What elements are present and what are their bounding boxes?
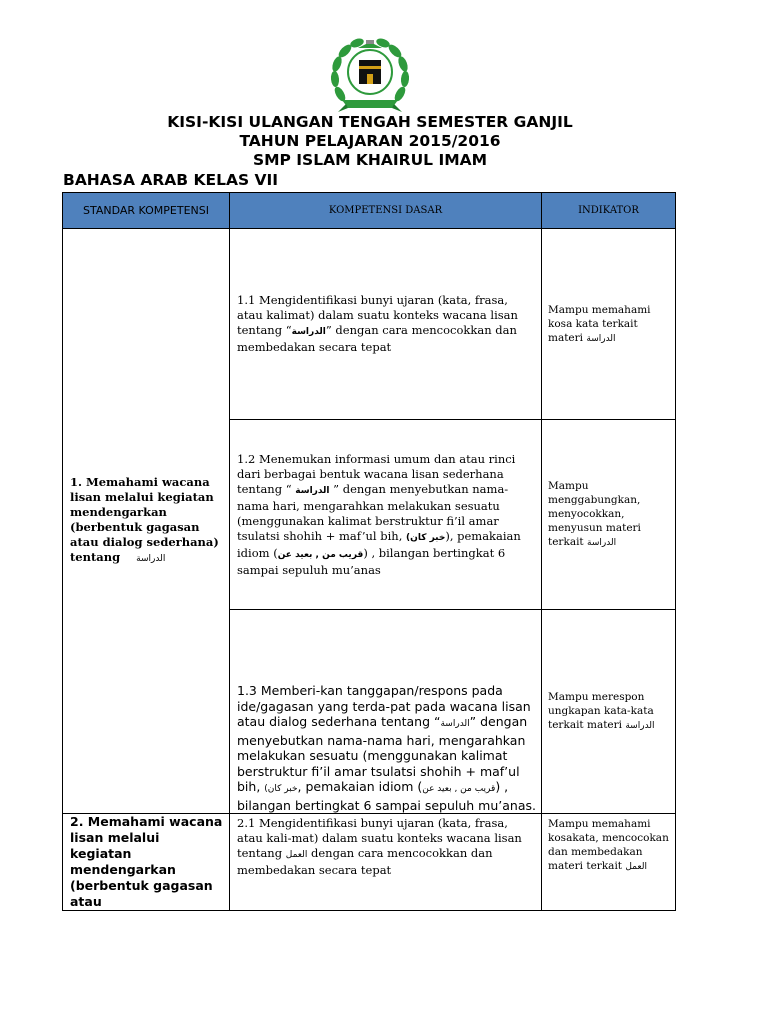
ind1-arabic: الدراسة [586,333,616,344]
kd3-text-c: , pemakaian idiom ( [297,779,423,794]
kompetensi-dasar-1-3 [230,610,542,814]
kompetensi-dasar-1-1 [230,229,542,420]
school-logo [328,34,412,114]
sk1-text: 1. Memahami wacana lisan melalui kegiatan mendengarkan (berbentuk gagasan atau dialog sederhana) tentang [70,475,219,564]
kd3-text-d: ) , bilangan bertingkat 6 sampai sepuluh mu’anas. [237,779,536,813]
indikator-2 [542,420,676,610]
kd1-text-a: 1.1 Mengidentifikasi bunyi ujaran (kata, frasa, atau kalimat) dalam suatu konteks wacana lisan tentang “ [237,293,518,337]
kd1-arabic: الدراسة [291,327,326,337]
ind1-text: Mampu memahami kosa kata terkait materi [548,303,651,344]
table-row [63,814,676,911]
kisi-kisi-table [62,192,676,911]
kd2-text-d: ) , bilangan bertingkat 6 sampai sepuluh mu’anas [237,545,506,577]
kd4-text-b: dengan cara mencocokkan dan membedakan secara tepat [237,846,493,877]
kd2-arabic-b: (خبر كان [406,532,446,543]
kd2-text-b: ” dengan menyebutkan nama-nama hari, mengarahkan melakukan sesuatu (menggunakan kalimat berstruktur fi’il amar tsulatsi shohih + maf’ul bih, [237,481,509,543]
title-line-3: SMP ISLAM KHAIRUL IMAM [252,151,488,169]
header-standar-kompetensi: STANDAR KOMPETENSI [63,193,230,229]
title-line-1: KISI-KISI ULANGAN TENGAH SEMESTER GANJIL [167,113,573,131]
ind4-text: Mampu memahami kosakata, mencocokan dan membedakan materi terkait [548,818,669,872]
sk1-arabic: الدراسة [136,554,166,564]
indikator-1 [542,229,676,420]
ind2-text: Mampu menggabungkan, menyocokkan, menyusun materi terkait [548,480,641,548]
header-indikator: INDIKATOR [542,193,676,229]
kompetensi-dasar-2-1 [230,814,542,911]
kd4-arabic: العمل [285,850,308,860]
kd2-text-c: ), pemakaian idiom ( [237,528,521,560]
subject-heading: BAHASA ARAB KELAS VII [63,171,279,189]
kd1-text-b: ” dengan cara mencocokkan dan membedakan secara tepat [237,323,517,354]
kd3-text-a: 1.3 Memberi-kan tanggapan/respons pada ide/gagasan yang terda-pat pada wacana lisan atau dialog sederhana tentang “ [237,683,531,729]
title-line-2: TAHUN PELAJARAN 2015/2016 [239,132,501,150]
kd2-arabic-c: قريب من , بعيد عن [277,549,364,560]
indikator-3 [542,610,676,814]
ind3-arabic: الدراسة [625,721,655,731]
kd3-arabic-a: الدراسة [440,719,470,729]
kd2-text-a: 1.2 Menemukan informasi umum dan atau rinci dari berbagai bentuk wacana lisan sederhana tentang “ [237,451,516,496]
ind2-arabic: الدراسة [587,538,617,548]
kd4-text-a: 2.1 Mengidentifikasi bunyi ujaran (kata, frasa, atau kali-mat) dalam suatu konteks wacana lisan tentang [237,816,522,860]
table-row [63,229,676,420]
kd3-arabic-c: قريب من , بعيد عن [422,784,496,794]
kd2-arabic-a: الدراسة [295,485,330,496]
ind4-arabic: العمل [625,862,647,872]
ind3-text: Mampu merespon ungkapan kata-kata terkait materi [548,691,654,731]
kd3-arabic-b: (خبر كان [264,784,298,794]
document-title [0,113,740,170]
standar-kompetensi-2: 2. Memahami wacana lisan melalui kegiatan mendengarkan (berbentuk gagasan atau [63,814,230,911]
header-kompetensi-dasar: KOMPETENSI DASAR [230,193,542,229]
kompetensi-dasar-1-2 [230,420,542,610]
table-header-row [63,193,676,229]
standar-kompetensi-1 [63,229,230,814]
kd3-text-b: ” dengan menyebutkan nama-nama hari, mengarahkan melakukan sesuatu (menggunakan kalimat berstruktur fi’il amar tsulatsi shohih + maf’ul bih, [237,714,528,794]
indikator-4 [542,814,676,911]
